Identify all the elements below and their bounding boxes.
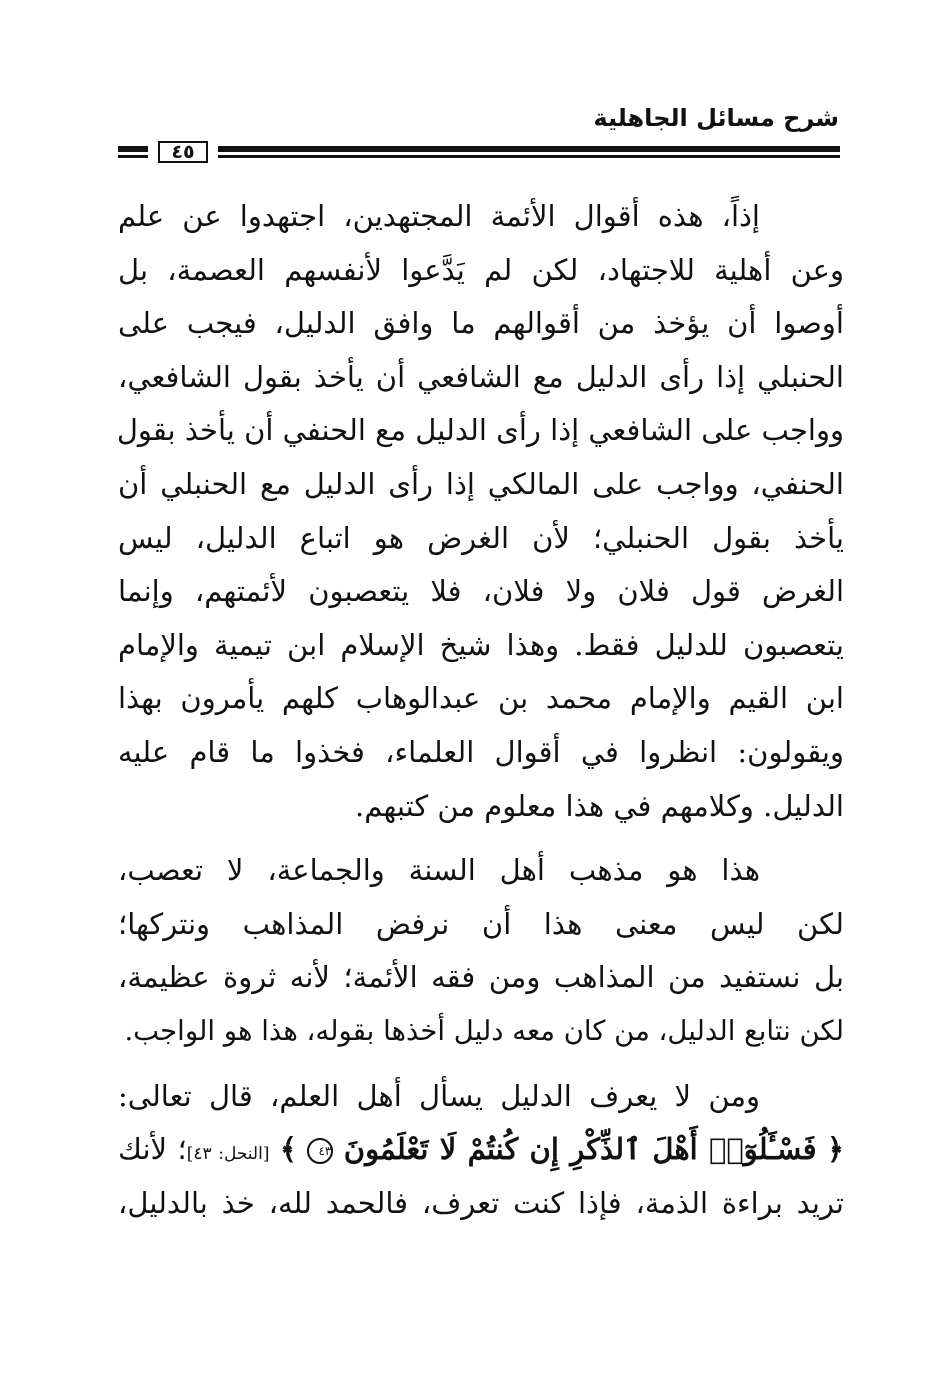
header-rule-thin bbox=[218, 155, 840, 158]
text-line: ويقولون: انظروا في أقوال العلماء، فخذوا ما قام عليه bbox=[118, 734, 844, 769]
body-text bbox=[118, 190, 844, 1230]
paragraph-2 bbox=[118, 844, 844, 1058]
text-line: الدليل. وكلامهم في هذا معلوم من كتبهم. bbox=[355, 788, 844, 823]
paragraph-3 bbox=[118, 1070, 844, 1231]
running-header-title: شرح مسائل الجاهلية bbox=[593, 104, 839, 132]
text-line: إذاً، هذه أقوال الأئمة المجتهدين، اجتهدوا عن علم bbox=[118, 199, 760, 233]
header-rule-left-thin bbox=[118, 155, 148, 158]
text-line: ابن القيم والإمام محمد بن عبدالوهاب كلهم يأمرون بهذا bbox=[118, 681, 844, 716]
text-line: ومن لا يعرف الدليل يسأل أهل العلم، قال تعالى: bbox=[118, 1078, 760, 1113]
text-line: الغرض قول فلان ولا فلان، فلا يتعصبون لأئمتهم، وإنما bbox=[118, 574, 844, 609]
verse-citation: [النحل: ٤٣] bbox=[186, 1144, 270, 1165]
text-fragment: ؛ لأنك bbox=[118, 1132, 187, 1167]
text-line: وعن أهلية للاجتهاد، لكن لم يَدَّعوا لأنفسهم العصمة، بل bbox=[118, 252, 844, 287]
ayah-number-marker: ٤٣ bbox=[307, 1138, 333, 1164]
header-rule-left-thick bbox=[118, 146, 148, 152]
quran-verse-line bbox=[118, 1123, 844, 1177]
text-line: الحنبلي إذا رأى الدليل مع الشافعي أن يأخذ بقول الشافعي، bbox=[118, 359, 844, 394]
text-line: لكن ليس معنى هذا أن نرفض المذاهب ونتركها؛ bbox=[118, 906, 844, 941]
text-line: لكن نتابع الدليل، من كان معه دليل أخذها بقوله، هذا هو الواجب. bbox=[124, 1014, 844, 1047]
paragraph-spacer bbox=[118, 1059, 844, 1070]
page-number: ٤٥ bbox=[158, 141, 208, 163]
text-line: الحنفي، وواجب على المالكي إذا رأى الدليل مع الحنبلي أن bbox=[118, 466, 844, 501]
text-line: وواجب على الشافعي إذا رأى الدليل مع الحنفي أن يأخذ بقول bbox=[116, 413, 844, 448]
text-line: بل نستفيد من المذاهب ومن فقه الأئمة؛ لأنه ثروة عظيمة، bbox=[118, 960, 844, 995]
text-line: يتعصبون للدليل فقط. وهذا شيخ الإسلام ابن تيمية والإمام bbox=[118, 627, 844, 662]
quran-open-bracket: ﴿ bbox=[827, 1132, 845, 1167]
text-line: أوصوا أن يؤخذ من أقوالهم ما وافق الدليل، فيجب على bbox=[118, 306, 844, 341]
paragraph-spacer bbox=[118, 833, 844, 844]
text-line: يأخذ بقول الحنبلي؛ لأن الغرض هو اتباع الدليل، ليس bbox=[118, 520, 844, 555]
text-line: هذا هو مذهب أهل السنة والجماعة، لا تعصب، bbox=[118, 853, 760, 888]
quran-verse: فَسْـَٔلُوٓا۟ أَهْلَ ٱلذِّكْرِ إِن كُنتُمْ لَا تَعْلَمُونَ bbox=[343, 1132, 817, 1167]
header-rule-thick bbox=[218, 146, 840, 152]
text-line: تريد براءة الذمة، فإذا كنت تعرف، فالحمد لله، خذ بالدليل، bbox=[118, 1185, 844, 1220]
paragraph-1 bbox=[118, 190, 844, 833]
quran-close-bracket: ﴾ bbox=[279, 1132, 297, 1167]
